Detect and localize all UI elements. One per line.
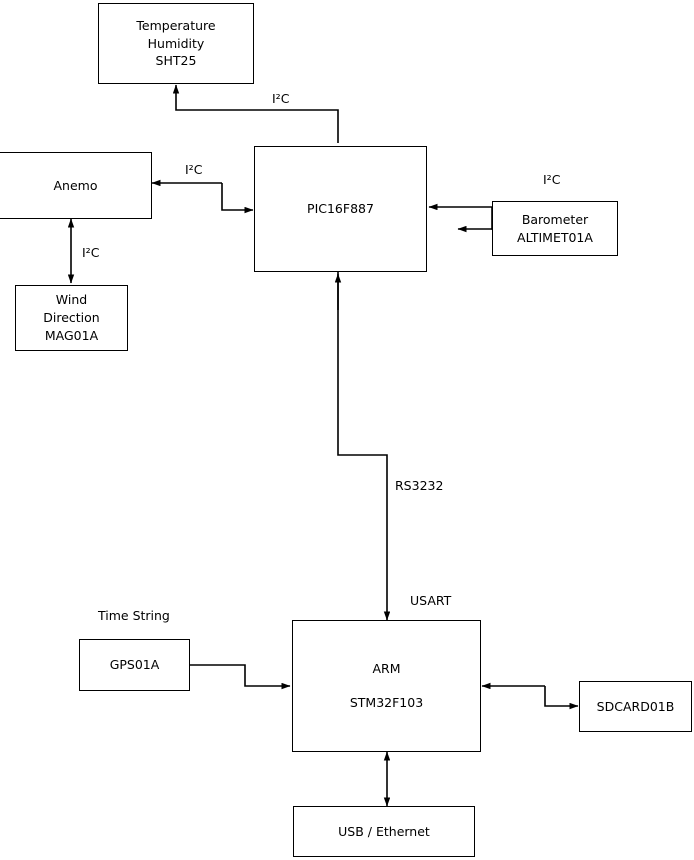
node-wind-direction-line-3: MAG01A bbox=[44, 327, 99, 343]
wire-pic-to-sht25 bbox=[176, 85, 338, 143]
node-usb-ethernet-line-1: USB / Ethernet bbox=[338, 823, 430, 839]
edge-label-i2c-winddir: I²C bbox=[82, 245, 100, 260]
wire-anemo-to-pic bbox=[222, 183, 253, 210]
node-pic16f887-line-1: PIC16F887 bbox=[307, 201, 374, 217]
node-sht25-line-2: Humidity bbox=[147, 35, 205, 51]
node-barometer-line-2: ALTIMET01A bbox=[517, 229, 593, 245]
node-wind-direction[interactable] bbox=[15, 285, 128, 351]
node-arm-line-1: ARM bbox=[372, 661, 401, 677]
node-arm-stm32f103[interactable] bbox=[292, 620, 481, 752]
node-sdcard01b-line-1: SDCARD01B bbox=[596, 698, 675, 714]
node-anemo-line-1: Anemo bbox=[53, 177, 98, 193]
node-arm-line-2: STM32F103 bbox=[349, 695, 424, 710]
edge-label-time-string: Time String bbox=[98, 608, 170, 623]
node-gps01a-line-1: GPS01A bbox=[109, 657, 160, 673]
node-gps01a[interactable] bbox=[79, 639, 190, 691]
node-sht25-line-1: Temperature bbox=[136, 17, 216, 33]
edge-label-usart: USART bbox=[410, 593, 452, 608]
edge-label-i2c-barometer: I²C bbox=[543, 172, 561, 187]
node-sht25[interactable] bbox=[98, 3, 254, 84]
node-wind-direction-line-1: Wind bbox=[55, 292, 88, 308]
node-sdcard01b[interactable] bbox=[579, 681, 692, 732]
edge-label-rs3232: RS3232 bbox=[395, 478, 444, 493]
node-anemo[interactable] bbox=[0, 152, 152, 219]
node-wind-direction-line-2: Direction bbox=[43, 310, 100, 326]
node-usb-ethernet[interactable] bbox=[293, 806, 475, 857]
wire-arm-to-sdcard bbox=[545, 686, 578, 706]
edge-label-i2c-anemo: I²C bbox=[185, 162, 203, 177]
wire-gps-to-arm bbox=[190, 665, 290, 686]
edge-label-i2c-sht25: I²C bbox=[272, 91, 290, 106]
node-barometer-line-1: Barometer bbox=[521, 211, 589, 227]
node-barometer[interactable] bbox=[492, 201, 618, 256]
node-sht25-line-3: SHT25 bbox=[155, 53, 197, 69]
wire-pic-to-arm bbox=[338, 272, 387, 620]
node-pic16f887[interactable] bbox=[254, 146, 427, 272]
